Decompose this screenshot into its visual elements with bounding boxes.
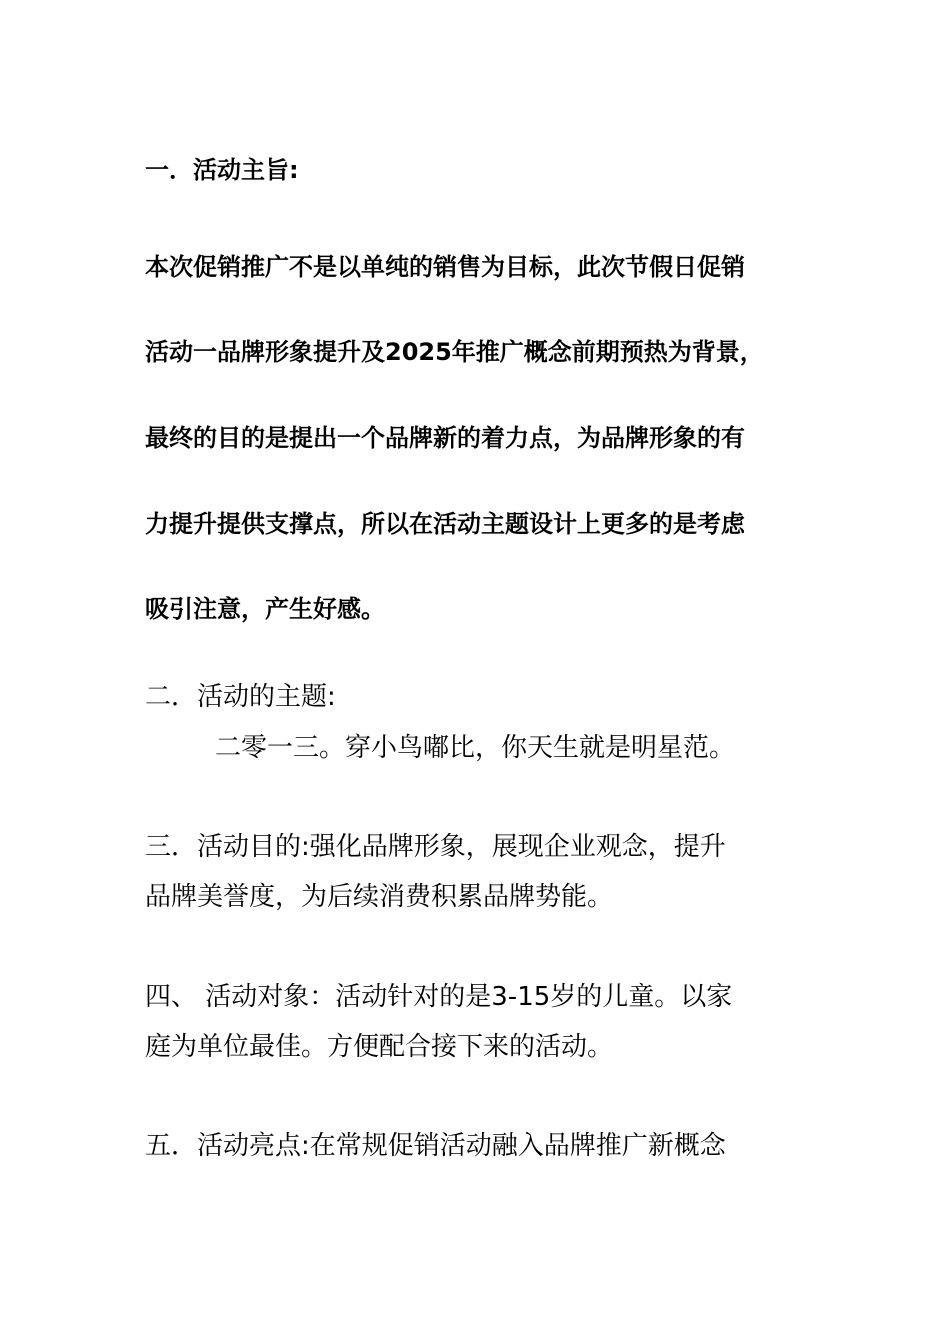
section1-heading: 一．活动主旨: [145, 156, 299, 184]
section1-line-5: 吸引注意，产生好感。 [145, 595, 385, 623]
section1-line-4: 力提升提供支撑点，所以在活动主题设计上更多的是考虑 [145, 510, 745, 538]
section3-line-1: 三．活动目的:强化品牌形象，展现企业观念，提升 [145, 832, 726, 862]
section4-line-2: 庭为单位最佳。方便配合接下来的活动。 [145, 1032, 614, 1062]
section1-line-2: 活动一品牌形象提升及2025年推广概念前期预热为背景， [145, 338, 764, 366]
section3-line-2: 品牌美誉度，为后续消费积累品牌势能。 [145, 882, 614, 912]
section5-line-1: 五．活动亮点:在常规促销活动融入品牌推广新概念 [145, 1131, 726, 1161]
section1-line-1: 本次促销推广不是以单纯的销售为目标，此次节假日促销 [145, 253, 745, 281]
section1-line-3: 最终的目的是提出一个品牌新的着力点，为品牌形象的有 [145, 424, 745, 452]
section2-body: 二零一三。穿小鸟嘟比，你天生就是明星范。 [215, 733, 736, 763]
section4-line-1: 四、 活动对象：活动针对的是3-15岁的儿童。以家 [145, 982, 733, 1012]
section2-heading: 二．活动的主题: [145, 682, 336, 712]
